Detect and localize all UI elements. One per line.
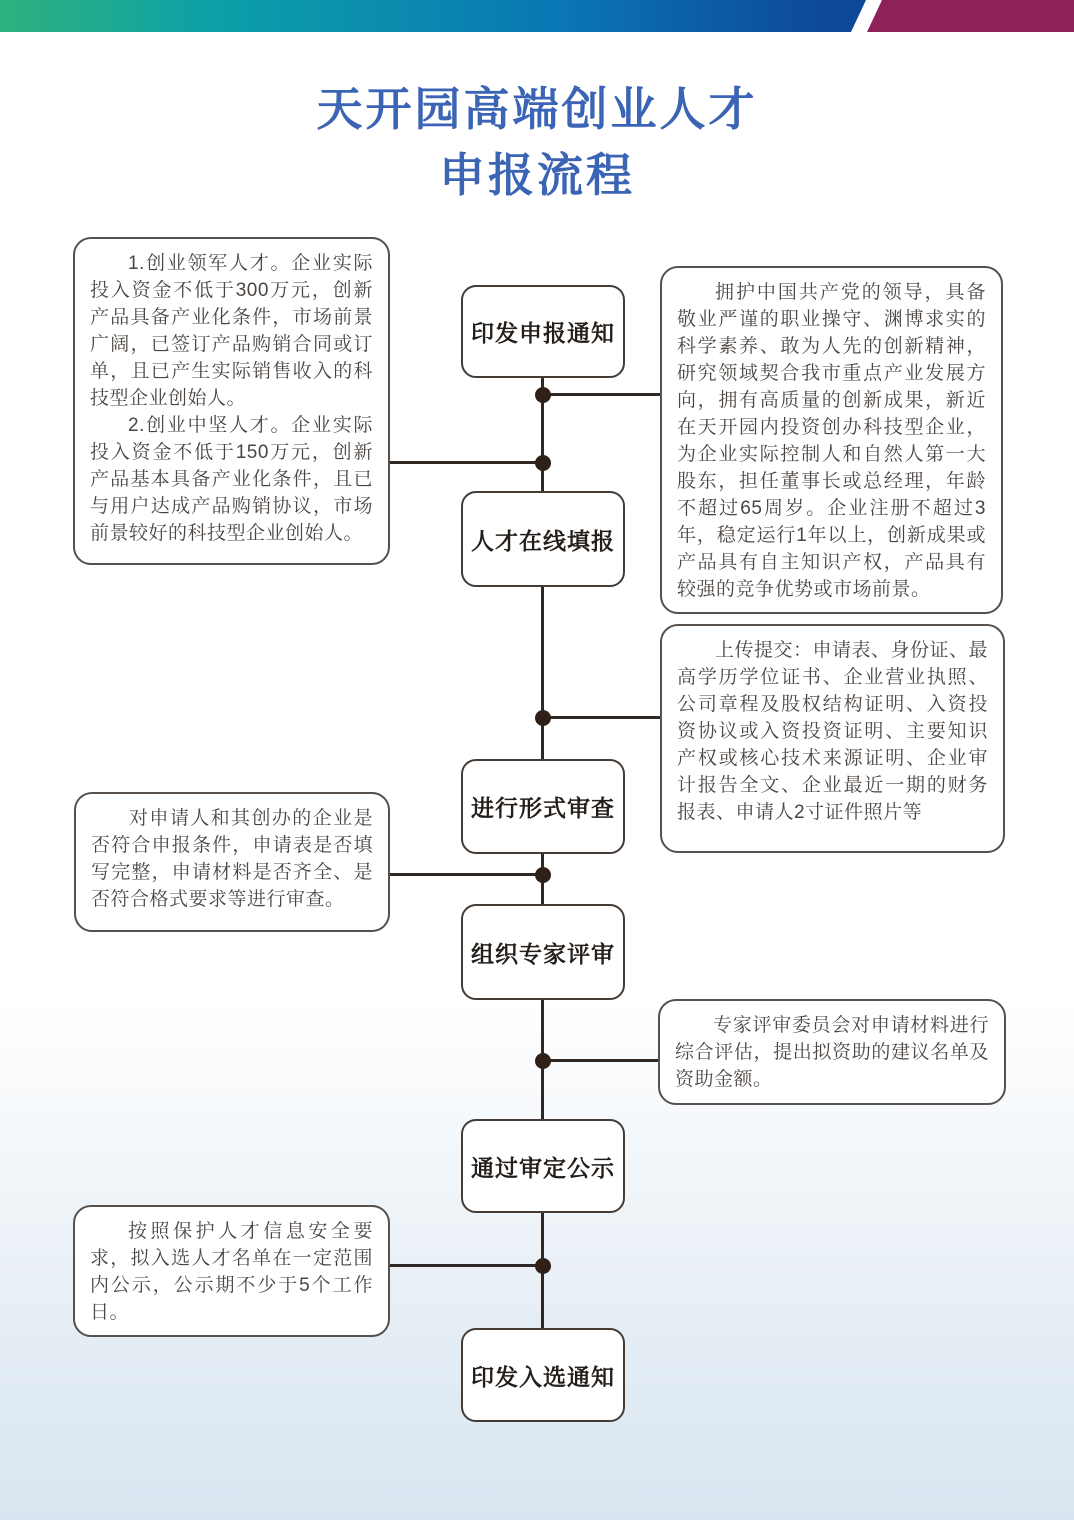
flow-step-2-talent-online-filing xyxy=(461,491,625,587)
top-bar xyxy=(0,0,1074,32)
flow-step-6-issue-selection-notice xyxy=(461,1328,625,1422)
note-right-1-applicant-requirements xyxy=(660,266,1003,614)
connector-dot-6 xyxy=(535,1258,551,1274)
flow-step-1-label: 印发申报通知 xyxy=(471,320,615,346)
note-left-1-talent-criteria xyxy=(73,237,390,565)
connector-dot-5 xyxy=(535,1053,551,1069)
connector-dot-1 xyxy=(535,387,551,403)
connector-line-right-1 xyxy=(543,393,660,396)
flow-step-1-issue-application-notice xyxy=(461,285,625,378)
flow-step-3-label: 进行形式审查 xyxy=(471,795,615,821)
page-title-line2: 申报流程 xyxy=(439,149,635,201)
connector-line-left-1 xyxy=(390,461,543,464)
flow-step-2-label: 人才在线填报 xyxy=(471,527,615,554)
connector-line-right-3 xyxy=(543,1059,658,1062)
note-right-1-text: 拥护中国共产党的领导，具备敬业严谨的职业操守、渊博求实的科学素养、敢为人先的创新精神，研究领域契合我市重点产业发展方向，拥有高质量的创新成果，新近在天开园内投资创办科技型企业，为企业实际控制人和自然人第一大股东，担任董事长或总经理，年龄不超过65周岁。企业注册不超过3年，稳定运行1年以上，创新成果或产品具有自主知识产权，产品具有较强的竞争优势或市场前景。 xyxy=(677,282,986,600)
note-right-2-text: 上传提交：申请表、身份证、最高学历学位证书、企业营业执照、公司章程及股权结构证明、入资投资协议或入资投资证明、主要知识产权或核心技术来源证明、企业审计报告全文、企业最近一期的财务报表、申请人2寸证件照片等 xyxy=(677,640,989,823)
connector-line-left-3 xyxy=(390,1264,543,1267)
connector-dot-2 xyxy=(535,455,551,471)
connector-dot-4 xyxy=(535,867,551,883)
flow-step-5-approval-publicity xyxy=(461,1119,625,1213)
flow-step-5-label: 通过审定公示 xyxy=(471,1154,615,1181)
note-left-2-text: 对申请人和其创办的企业是否符合申报条件，申请表是否填写完整，申请材料是否齐全、是否符合格式要求等进行审查。 xyxy=(91,808,373,910)
flow-step-4-expert-evaluation xyxy=(461,904,625,1000)
connector-line-right-2 xyxy=(543,716,660,719)
flow-step-6-label: 印发入选通知 xyxy=(471,1363,615,1390)
page-title xyxy=(0,76,1074,208)
page-title-line1: 天开园高端创业人才 xyxy=(316,83,758,135)
note-left-2-formal-review-scope xyxy=(74,792,390,932)
connector-line-left-2 xyxy=(390,873,543,876)
note-left-1-paragraph-2: 2.创业中坚人才。企业实际投入资金不低于150万元，创新产品基本具备产业化条件，且已与用户达成产品购销协议，市场前景较好的科技型企业创始人。 xyxy=(90,415,373,544)
note-right-3-text: 专家评审委员会对申请材料进行综合评估，提出拟资助的建议名单及资助金额。 xyxy=(675,1015,989,1090)
flow-step-4-label: 组织专家评审 xyxy=(471,940,615,967)
note-left-3-publicity-period xyxy=(73,1205,390,1337)
note-left-1-paragraph-1: 1.创业领军人才。企业实际投入资金不低于300万元，创新产品具备产业化条件，市场前景广阔，已签订产品购销合同或订单，且已产生实际销售收入的科技型企业创始人。 xyxy=(90,253,373,409)
note-right-3-expert-committee xyxy=(658,999,1006,1105)
note-right-2-upload-materials xyxy=(660,624,1005,853)
connector-dot-3 xyxy=(535,710,551,726)
flow-step-3-formal-review xyxy=(461,759,625,854)
note-left-3-text: 按照保护人才信息安全要求，拟入选人才名单在一定范围内公示，公示期不少于5个工作日。 xyxy=(90,1221,373,1323)
